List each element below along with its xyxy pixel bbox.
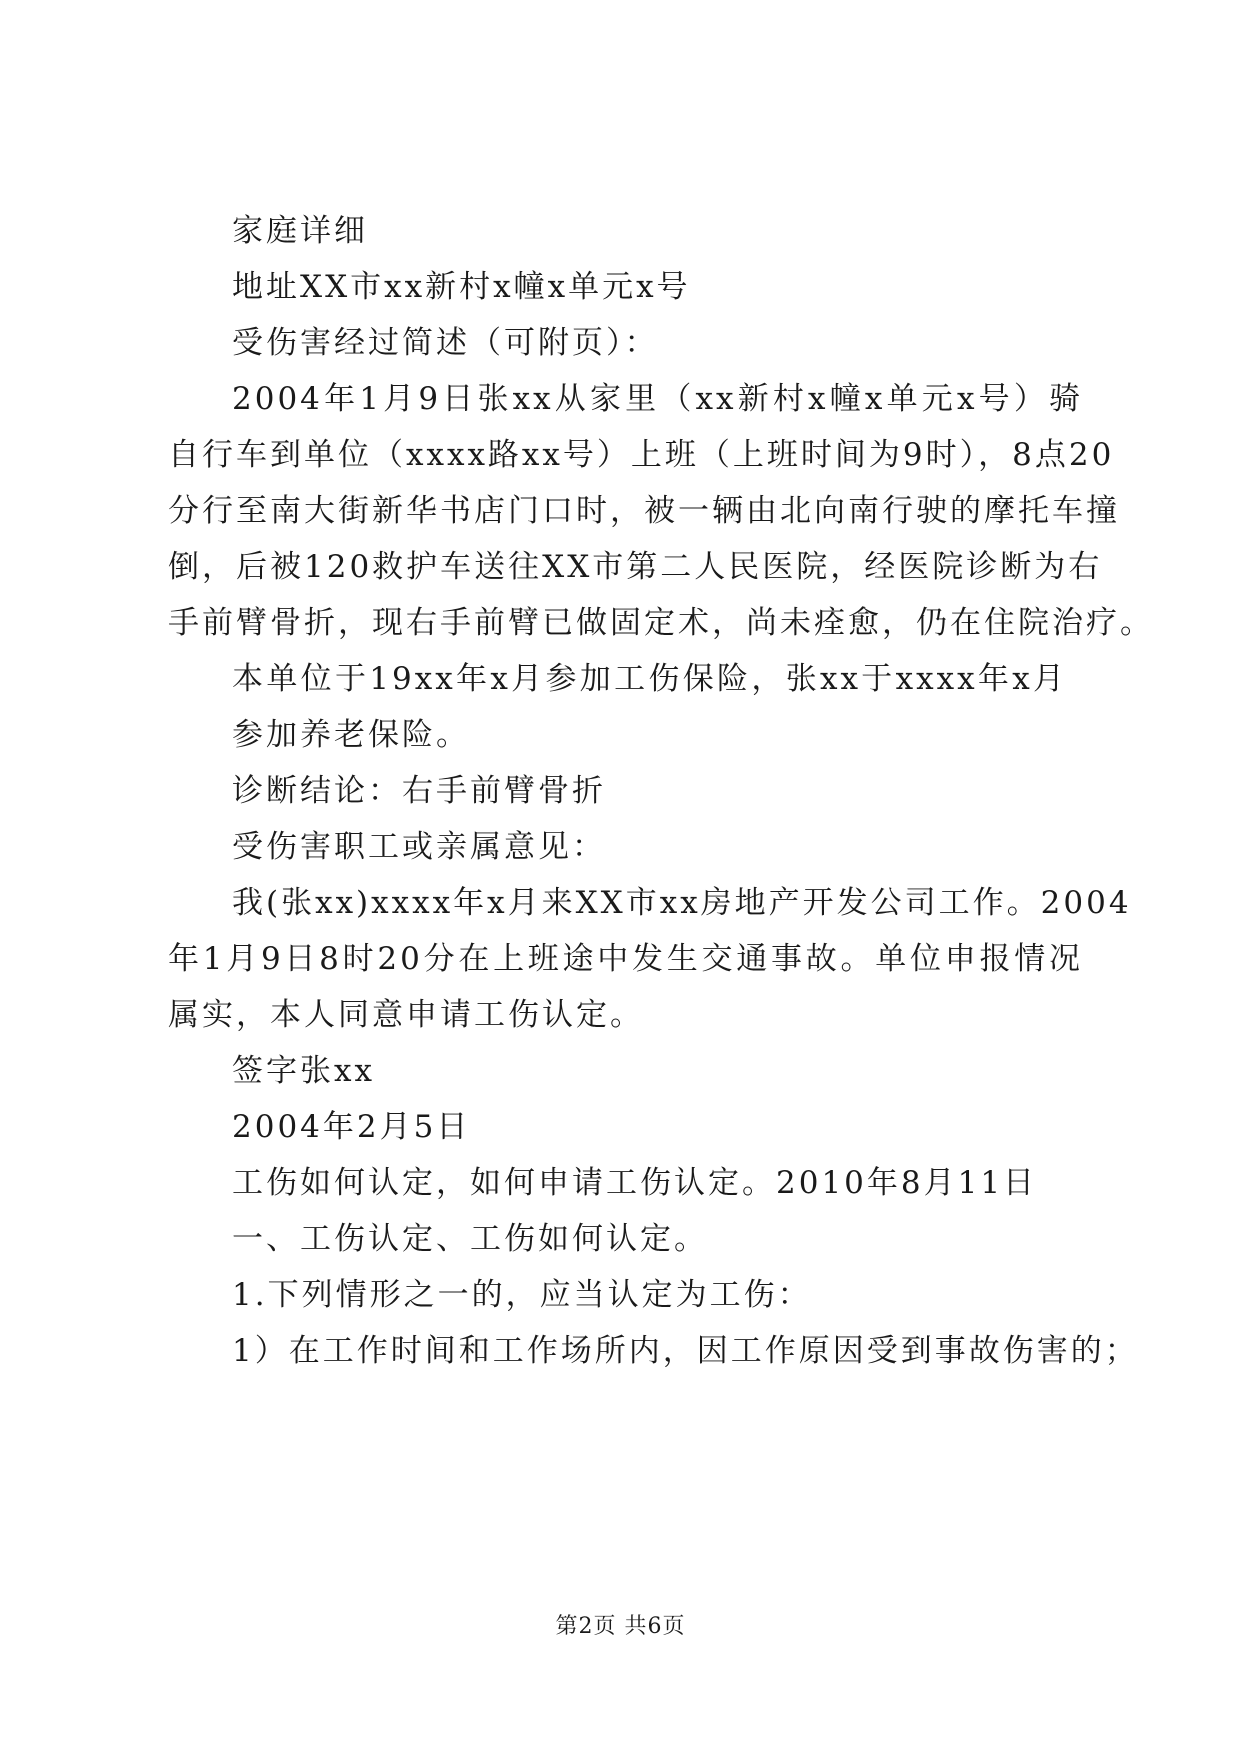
text-line: 倒，后被120救护车送往XX市第二人民医院，经医院诊断为右	[168, 549, 1103, 585]
text-line: 分行至南大街新华书店门口时，被一辆由北向南行驶的摩托车撞	[168, 493, 1120, 529]
text-line: 手前臂骨折，现右手前臂已做固定术，尚未痊愈，仍在住院治疗。	[168, 605, 1154, 641]
date-line: 2004年2月5日	[232, 1109, 471, 1145]
text-line: 我(张xx)xxxx年x月来XX市xx房地产开发公司工作。2004	[232, 885, 1132, 921]
signature-line: 签字张xx	[232, 1053, 375, 1089]
text-line: 1）在工作时间和工作场所内，因工作原因受到事故伤害的；	[232, 1333, 1139, 1369]
section-heading: 一、工伤认定、工伤如何认定。	[232, 1221, 708, 1257]
text-line: 自行车到单位（xxxx路xx号）上班（上班时间为9时），8点20	[168, 437, 1115, 473]
text-line: 诊断结论：右手前臂骨折	[232, 773, 606, 809]
text-line: 1.下列情形之一的，应当认定为工伤：	[232, 1277, 812, 1313]
text-line: 地址XX市xx新村x幢x单元x号	[232, 269, 691, 305]
text-line: 年1月9日8时20分在上班途中发生交通事故。单位申报情况	[168, 941, 1083, 977]
text-line: 家庭详细	[232, 213, 368, 249]
text-line: 参加养老保险。	[232, 717, 470, 753]
text-line: 属实，本人同意申请工伤认定。	[168, 997, 644, 1033]
page-number-footer: 第2页 共6页	[555, 1614, 686, 1639]
text-line: 工伤如何认定，如何申请工伤认定。2010年8月11日	[232, 1165, 1038, 1201]
text-line: 2004年1月9日张xx从家里（xx新村x幢x单元x号）骑	[232, 381, 1083, 417]
text-line: 受伤害经过简述（可附页）：	[232, 325, 659, 361]
text-line: 受伤害职工或亲属意见：	[232, 829, 606, 865]
text-line: 本单位于19xx年x月参加工伤保险，张xx于xxxx年x月	[232, 661, 1067, 697]
